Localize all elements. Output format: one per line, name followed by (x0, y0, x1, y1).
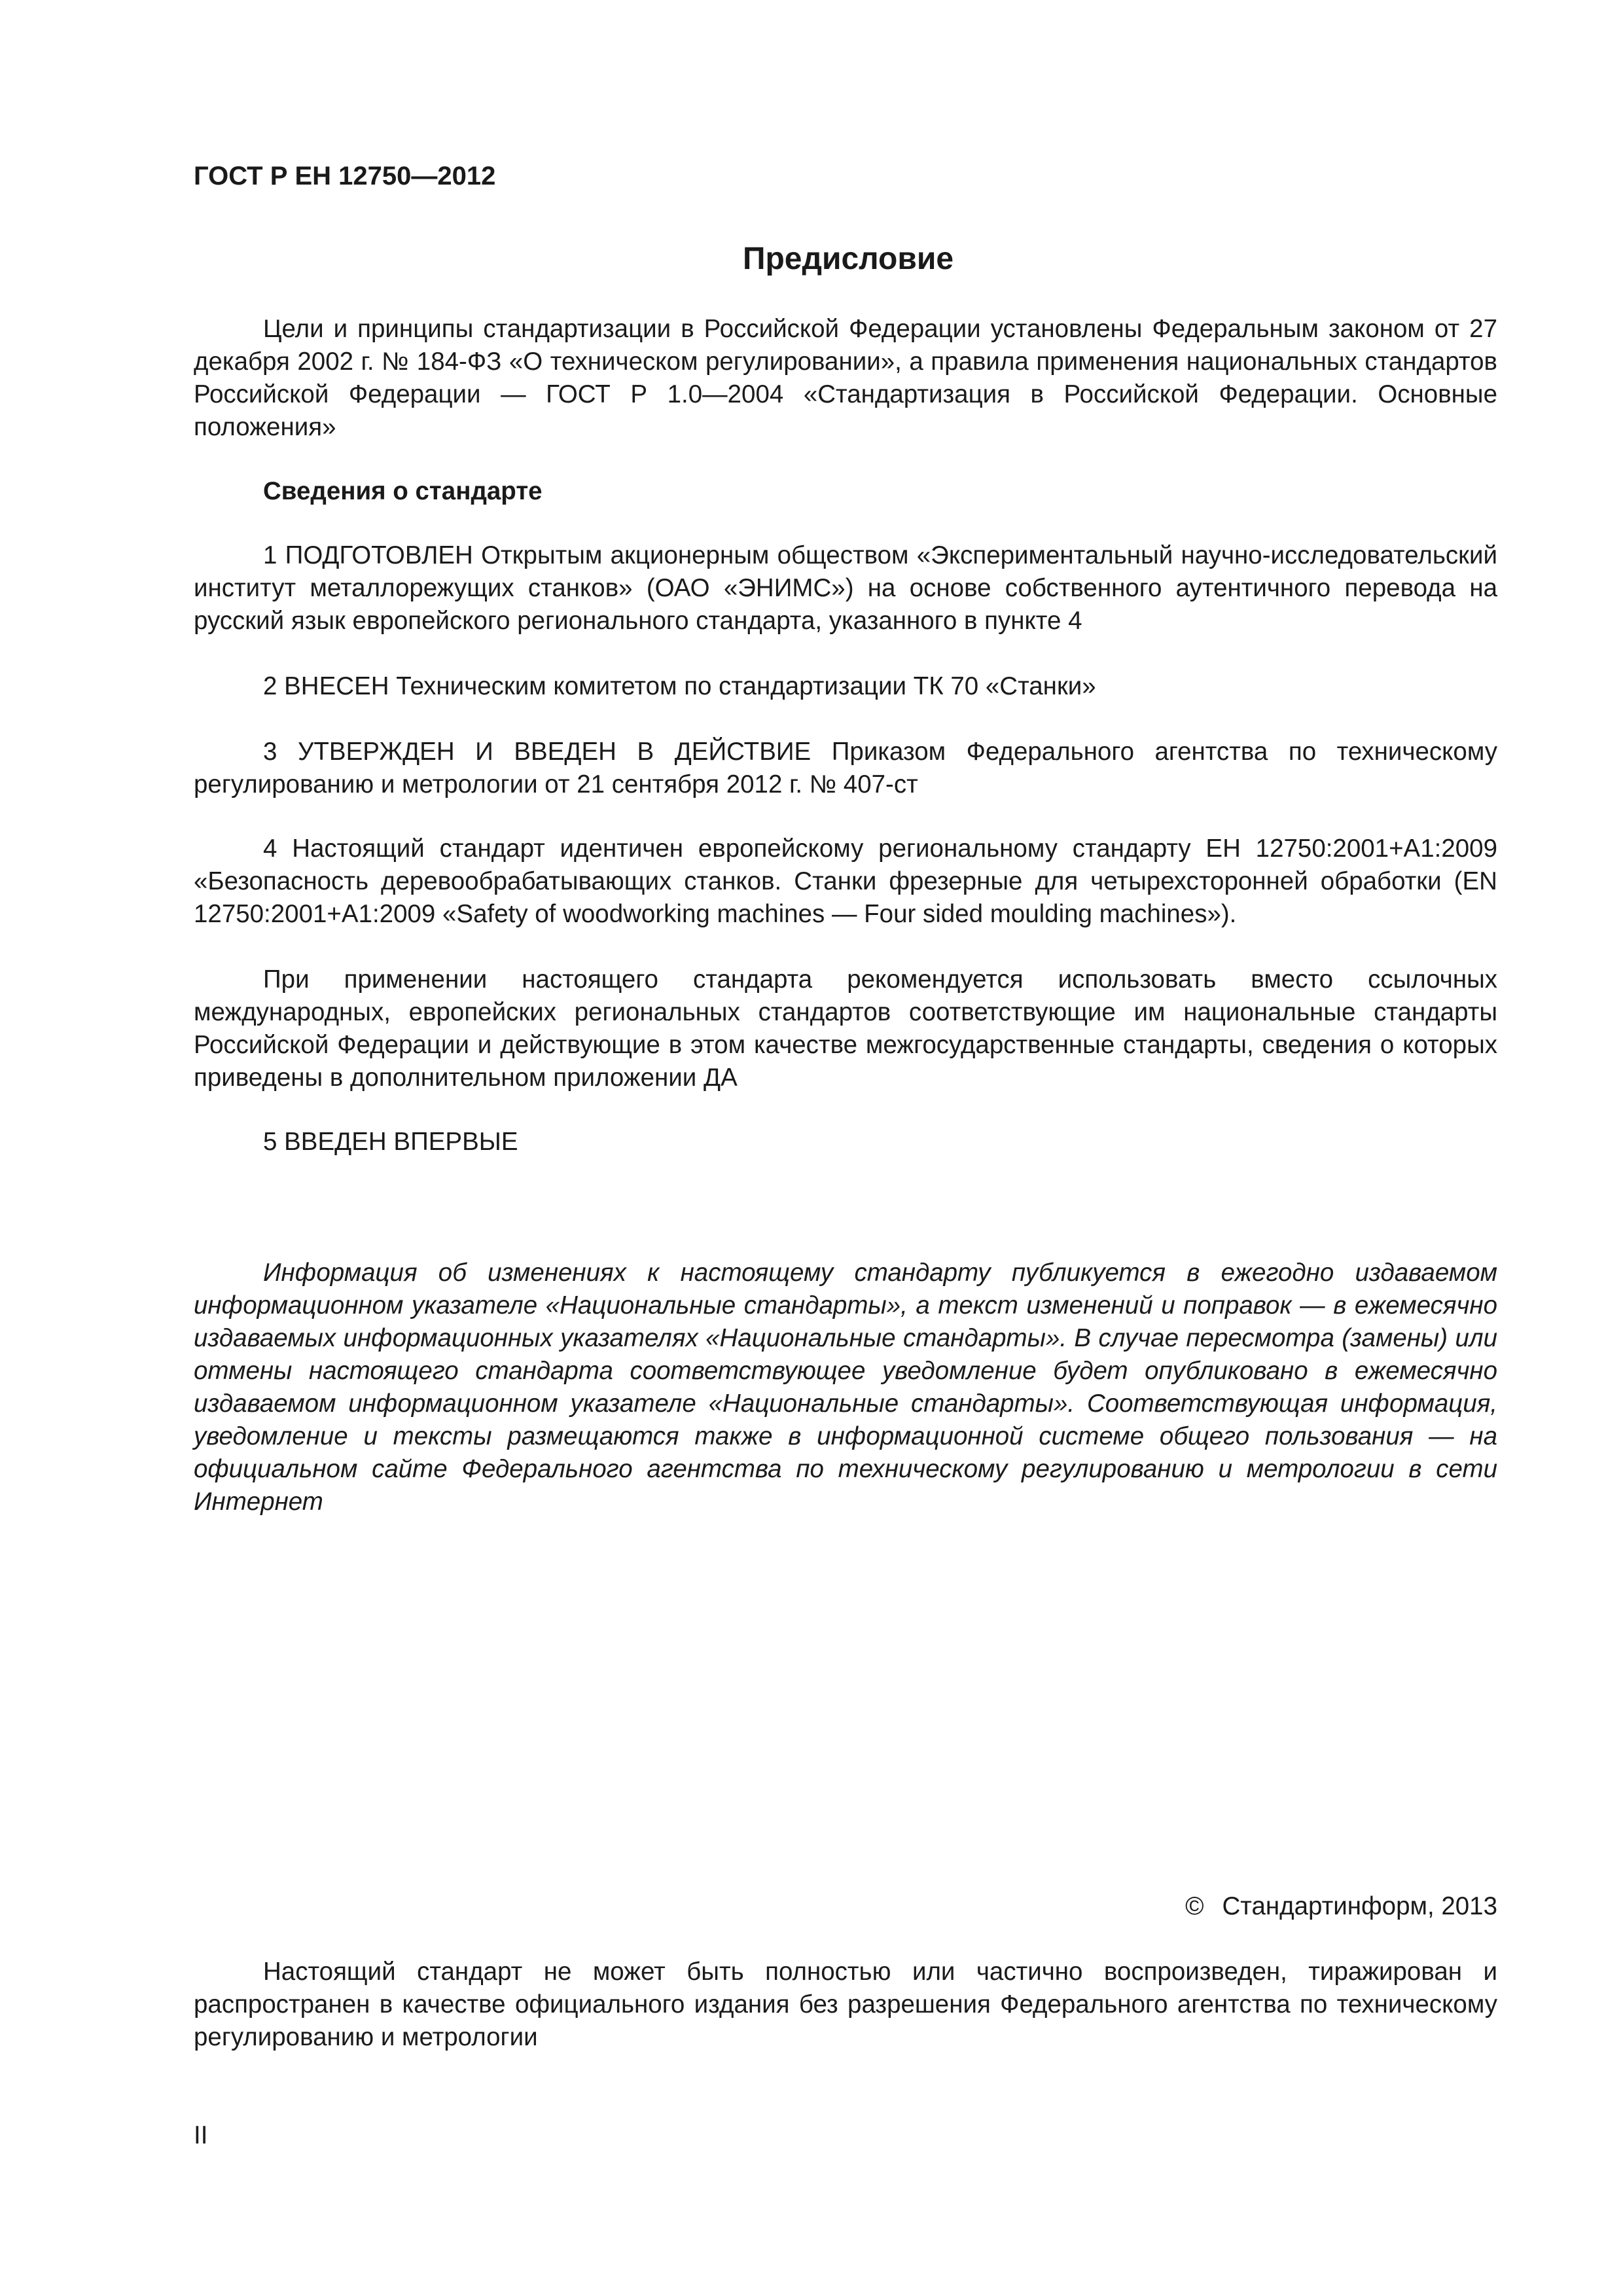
copyright-text: Стандартинформ, 2013 (1222, 1892, 1497, 1920)
page-title: Предисловие (742, 242, 954, 276)
page-number: II (194, 2121, 208, 2149)
copyright-line (1185, 1890, 1497, 1923)
item-first-introduced: 5 ВВЕДЕН ВПЕРВЫЕ (263, 1128, 518, 1156)
standard-code-header: ГОСТ Р ЕН 12750—2012 (194, 162, 496, 190)
item-approved: 3 УТВЕРЖДЕН И ВВЕДЕН В ДЕЙСТВИЕ Приказом Федерального агентства по техническому регулированию и метрологии от 21 сентября 2012 г. № 407-ст (194, 738, 1497, 798)
item-identical: 4 Настоящий стандарт идентичен европейскому региональному стандарту ЕН 12750:2001+A1:2009 «Безопасность деревообрабатывающих станков. Станки фрезерные для четырехсторонней обработки (EN 12750:2001+A1:2009 «Safety of woodworking machines — Four sided moulding machines»). (194, 834, 1497, 928)
changes-notice: Информация об изменениях к настоящему стандарту публикуется в ежегодно издаваемом информационном указателе «Национальные стандарты», а текст изменений и поправок — в ежемесячно издаваемых информационных указателях «Национальные стандарты». В случае пересмотра (замены) или отмены настоящего стандарта соответствующее уведомление будет опубликовано в ежемесячно издаваемом информационном указателе «Национальные стандарты». Соответствующая информация, уведомление и тексты размещаются также в информационной системе общего пользования — на официальном сайте Федерального агентства по техническому регулированию и метрологии в сети Интернет (194, 1259, 1497, 1516)
item-prepared: 1 ПОДГОТОВЛЕН Открытым акционерным обществом «Экспериментальный научно-исследовательский институт металлорежущих станков» (ОАО «ЭНИМС») на основе собственного аутентичного перевода на русский язык европейского регионального стандарта, указанного в пункте 4 (194, 541, 1497, 635)
item-application-note: При применении настоящего стандарта рекомендуется использовать вместо ссылочных международных, европейских региональных стандартов соответствующие им национальные стандарты Российской Федерации и действующие в этом качестве межгосударственные стандарты, сведения о которых приведены в дополнительном приложении ДА (194, 965, 1497, 1092)
item-introduced: 2 ВНЕСЕН Техническим комитетом по стандартизации ТК 70 «Станки» (263, 672, 1096, 700)
reproduction-notice: Настоящий стандарт не может быть полностью или частично воспроизведен, тиражирован и распространен в качестве официального издания без разрешения Федерального агентства по техническому регулированию и метрологии (194, 1958, 1497, 2051)
info-heading: Сведения о стандарте (263, 477, 543, 505)
copyright-sign: © (1185, 1892, 1204, 1920)
intro-paragraph: Цели и принципы стандартизации в Российской Федерации установлены Федеральным законом от 27 декабря 2002 г. № 184-ФЗ «О техническом регулировании», а правила применения национальных стандартов Российской Федерации — ГОСТ Р 1.0—2004 «Стандартизация в Российской Федерации. Основные положения» (194, 315, 1497, 441)
